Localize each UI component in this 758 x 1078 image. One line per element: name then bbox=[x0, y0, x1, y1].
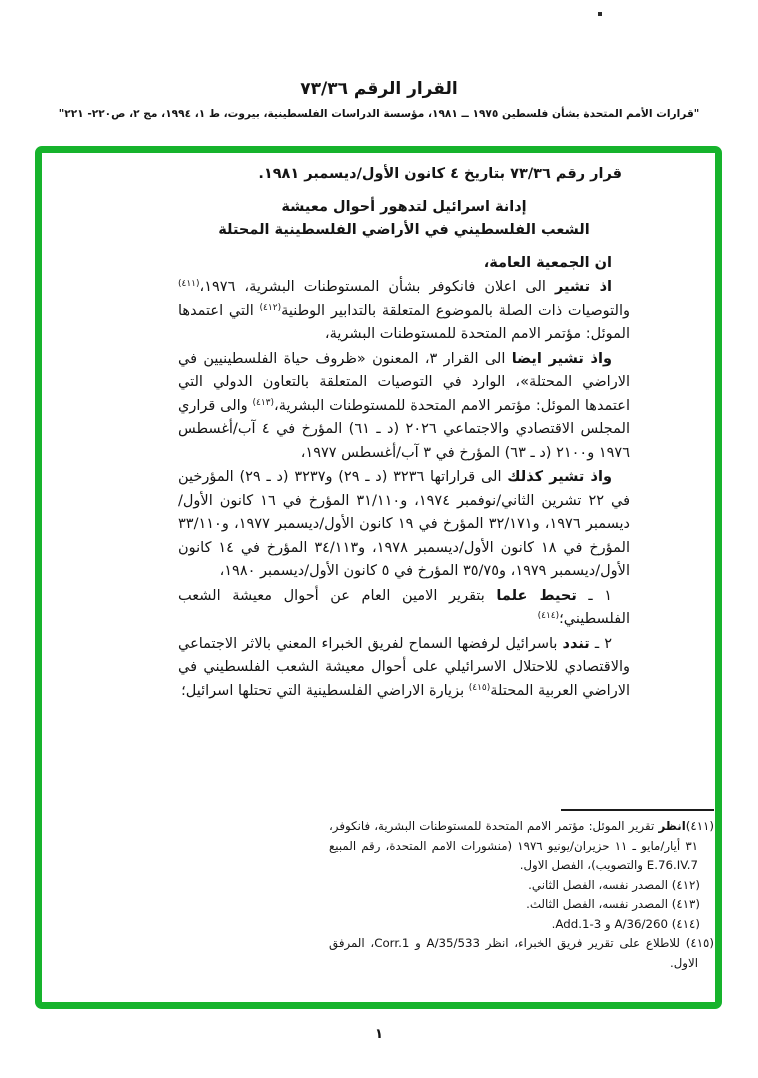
paragraph-text: الى القرار ٣، المعنون «ظروف حياة الفلسطينيين في الاراضي المحتلة»، الوارد في التوصيات المتعلقة بالتعاون الدولي التي اعتمدها الموئل: مؤتمر الامم المتحدة للمستوطنات البشرية، bbox=[178, 350, 630, 414]
resolution-heading: قرار رقم ٧٣/٣٦ بتاريخ ٤ كانون الأول/ديسمبر ١٩٨١. bbox=[258, 166, 622, 182]
resolution-frame bbox=[35, 146, 722, 1009]
footnotes-section bbox=[329, 809, 714, 973]
preamble-paragraph-1 bbox=[178, 276, 630, 347]
paragraph-lead: واذ تشير كذلك bbox=[507, 469, 612, 485]
footnote-see-word: انظر bbox=[658, 819, 686, 833]
paragraph-text: والى قراري المجلس الاقتصادي والاجتماعي ٢٠٢٦ (د ـ ٦١) المؤرخ في ٤ آب/أغسطس ١٩٧٦ و٢١٠٠ (د ـ ٦٣) المؤرخ في ٣ آب/أغسطس ١٩٧٧، bbox=[178, 397, 630, 461]
paragraph-lead: تندد bbox=[562, 635, 590, 652]
footnote-413: (٤١٣) المصدر نفسه، الفصل الثالث. bbox=[526, 897, 700, 911]
footnote-ref-413: (٤١٣) bbox=[252, 397, 275, 408]
paragraph-lead: اذ تشير bbox=[554, 279, 612, 295]
footnote-marker: (٤١١) bbox=[685, 819, 714, 833]
footnote-ref-414: (٤١٤) bbox=[537, 611, 560, 621]
resolution-subtitle-line2: الشعب الفلسطيني في الأراضي الفلسطينية المحتلة bbox=[218, 222, 590, 238]
scan-artifact-dot bbox=[598, 12, 602, 16]
footnote-ref-411: (٤١١) bbox=[178, 279, 200, 289]
resolution-body bbox=[178, 163, 630, 703]
footnote-divider bbox=[561, 809, 714, 811]
footnote-ref-412: (٤١٢) bbox=[259, 302, 282, 313]
footnote-ref-415: (٤١٥) bbox=[468, 682, 491, 693]
preamble-paragraph-3 bbox=[178, 466, 630, 584]
paragraph-number: ١ ـ bbox=[576, 587, 613, 604]
footnote-415: (٤١٥) للاطلاع على تقرير فريق الخبراء، انظر A/35/533 و Corr.1، المرفق الاول. bbox=[329, 936, 714, 970]
page-number: ١ bbox=[374, 1026, 384, 1042]
paragraph-text: بتقرير الامين العام عن أحوال معيشة الشعب الفلسطيني؛ bbox=[178, 587, 630, 627]
paragraph-number: ٢ ـ bbox=[589, 635, 612, 652]
paragraph-text: التي اعتمدها الموئل: مؤتمر الامم المتحدة للمستوطنات البشرية، bbox=[178, 302, 630, 342]
operative-paragraph-2 bbox=[178, 633, 630, 704]
preamble-intro: ان الجمعية العامة، bbox=[483, 254, 612, 271]
paragraph-lead: واذ تشير ايضا bbox=[511, 350, 612, 367]
page-title: القرار الرقم ٧٣/٣٦ bbox=[300, 79, 458, 99]
paragraph-text: الى قراراتها ٣٢٣٦ (د ـ ٢٩) و٣٢٣٧ (د ـ ٢٩) المؤرخين في ٢٢ تشرين الثاني/نوفمبر ١٩٧٤، و٣١/١١٠ المؤرخ في ١٦ كانون الأول/ديسمبر ١٩٧٦، و٣٢/١٧١ المؤرخ في ١٩ كانون الأول/ديسمبر ١٩٧٧، و٣٣/١١٠ المؤرخ في ١٨ كانون الأول/ديسمبر ١٩٧٨، و٣٤/١١٣ المؤرخ في ١٤ كانون الأول/ديسمبر ١٩٧٩، و٣٥/٧٥ المؤرخ في ٥ كانون الأول/ديسمبر ١٩٨٠، bbox=[178, 469, 631, 579]
paragraph-lead: تحيط علما bbox=[496, 587, 577, 604]
footnote-414: (٤١٤) A/36/260 و Add.1-3. bbox=[551, 916, 700, 931]
operative-paragraph-1 bbox=[178, 585, 630, 632]
paragraph-text: بزيارة الاراضي الفلسطينية التي تحتلها اسرائيل؛ bbox=[181, 682, 469, 699]
footnote-411 bbox=[329, 817, 714, 876]
resolution-subtitle-line1: إدانة اسرائيل لتدهور أحوال معيشة bbox=[281, 198, 527, 215]
paragraph-text: باسرائيل لرفضها السماح لفريق الخبراء المعني بالاثر الاجتماعي والاقتصادي للاحتلال الاسرائيلي على أحوال معيشة الشعب الفلسطيني في الاراضي العربية المحتلة bbox=[178, 635, 630, 699]
preamble-paragraph-2 bbox=[178, 348, 630, 466]
source-citation: "قرارات الأمم المتحدة بشأن فلسطين ١٩٧٥ ــ ١٩٨١، مؤسسة الدراسات الفلسطينية، بيروت، ط ١، ١٩٩٤، مج ٢، ص٢٢٠- ٢٢١" bbox=[58, 108, 700, 120]
footnote-text: تقرير الموئل: مؤتمر الامم المتحدة للمستوطنات البشرية، فانكوفر، ٣١ أيار/مايو ـ ١١ حزيران/يونيو ١٩٧٦ (منشورات الامم المتحدة، رقم المبيع E.76.IV.7 والتصويب)، الفصل الاول. bbox=[329, 819, 698, 872]
paragraph-text: الى اعلان فانكوفر بشأن المستوطنات البشرية، ١٩٧٦، bbox=[199, 279, 555, 295]
paragraph-text: والتوصيات ذات الصلة بالموضوع المتعلقة بالتدابير الوطنية bbox=[281, 302, 630, 319]
footnote-412: (٤١٢) المصدر نفسه، الفصل الثاني. bbox=[528, 877, 700, 892]
